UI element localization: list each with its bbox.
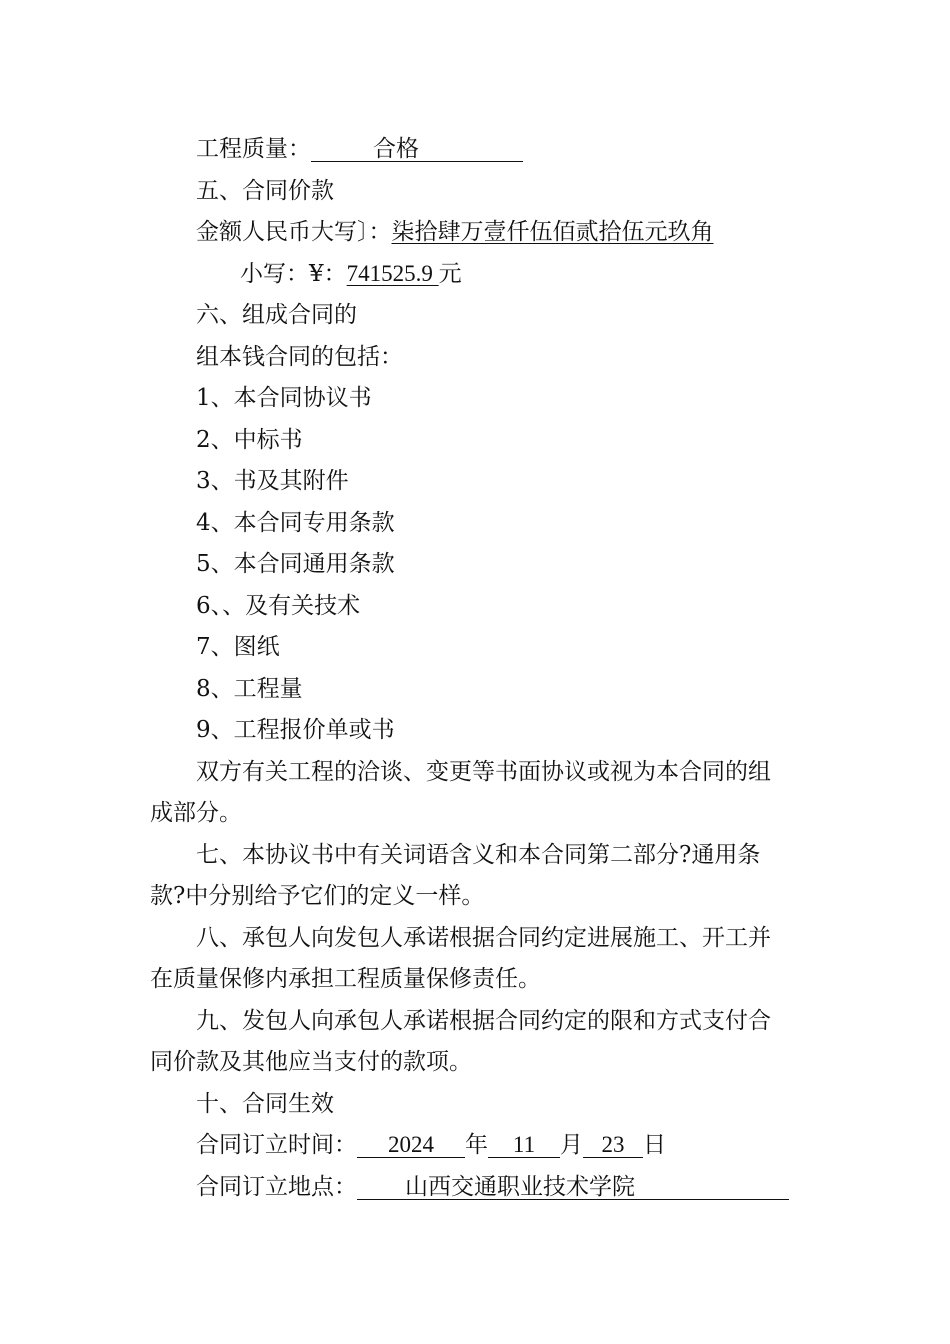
section-6-intro: 组本钱合同的包括： <box>196 344 403 370</box>
list-item: 8、工程量 <box>196 676 303 702</box>
section-7-line-1: 七、本协议书中有关词语含义和本合同第二部分?通用条 <box>196 842 761 868</box>
signing-year: 2024 <box>357 1131 465 1158</box>
signing-place-label: 合同订立地点： <box>196 1174 357 1200</box>
signing-date-line <box>196 1130 666 1160</box>
section-9-line-2: 同价款及其他应当支付的款项。 <box>150 1049 472 1075</box>
signing-place-blank <box>357 1173 789 1200</box>
signing-month-unit: 月 <box>560 1132 583 1158</box>
amount-lower-label: 小写：¥： <box>240 261 347 287</box>
amount-upper-label: 金额人民币大写〕： <box>196 219 392 245</box>
list-item: 4、本合同专用条款 <box>196 510 395 536</box>
amount-upper-line <box>196 217 714 247</box>
signing-date-label: 合同订立时间： <box>196 1132 357 1158</box>
list-item: 7、图纸 <box>196 634 280 660</box>
signing-day: 23 <box>583 1131 643 1158</box>
signing-month: 11 <box>488 1131 560 1158</box>
signing-year-unit: 年 <box>465 1132 488 1158</box>
signing-place-value: 山西交通职业技术学院 <box>405 1174 635 1200</box>
section-6-title: 六、组成合同的 <box>196 302 357 328</box>
amount-upper-value: 柒拾肆万壹仟伍佰贰拾伍元玖角 <box>391 219 714 245</box>
amount-lower-unit: 元 <box>438 261 462 287</box>
section-7-line-2: 款?中分别给予它们的定义一样。 <box>150 883 485 909</box>
signing-place-line <box>196 1172 789 1202</box>
list-item: 2、中标书 <box>196 427 303 453</box>
amount-lower-line <box>240 259 462 289</box>
section-8-line-2: 在质量保修内承担工程质量保修责任。 <box>150 966 541 992</box>
section-10-title: 十、合同生效 <box>196 1091 334 1117</box>
list-item: 5、本合同通用条款 <box>196 551 395 577</box>
list-item: 6、、及有关技术 <box>196 593 361 619</box>
section-8-line-1: 八、承包人向发包人承诺根据合同约定进展施工、开工并 <box>196 925 771 951</box>
quality-line <box>196 134 523 164</box>
quality-value: 合格 <box>373 136 419 162</box>
amount-lower-value: 741525.9 <box>346 261 439 286</box>
section-5-title: 五、合同价款 <box>196 178 334 204</box>
list-item: 3、书及其附件 <box>196 468 349 494</box>
quality-blank <box>311 135 523 162</box>
quality-label: 工程质量： <box>196 136 311 162</box>
list-item: 1、本合同协议书 <box>196 385 372 411</box>
section-6-note-line-2: 成部分。 <box>150 800 242 826</box>
section-6-note-line-1: 双方有关工程的洽谈、变更等书面协议或视为本合同的组 <box>196 759 771 785</box>
section-9-line-1: 九、发包人向承包人承诺根据合同约定的限和方式支付合 <box>196 1008 771 1034</box>
list-item: 9、工程报价单或书 <box>196 717 395 743</box>
signing-day-unit: 日 <box>643 1132 666 1158</box>
